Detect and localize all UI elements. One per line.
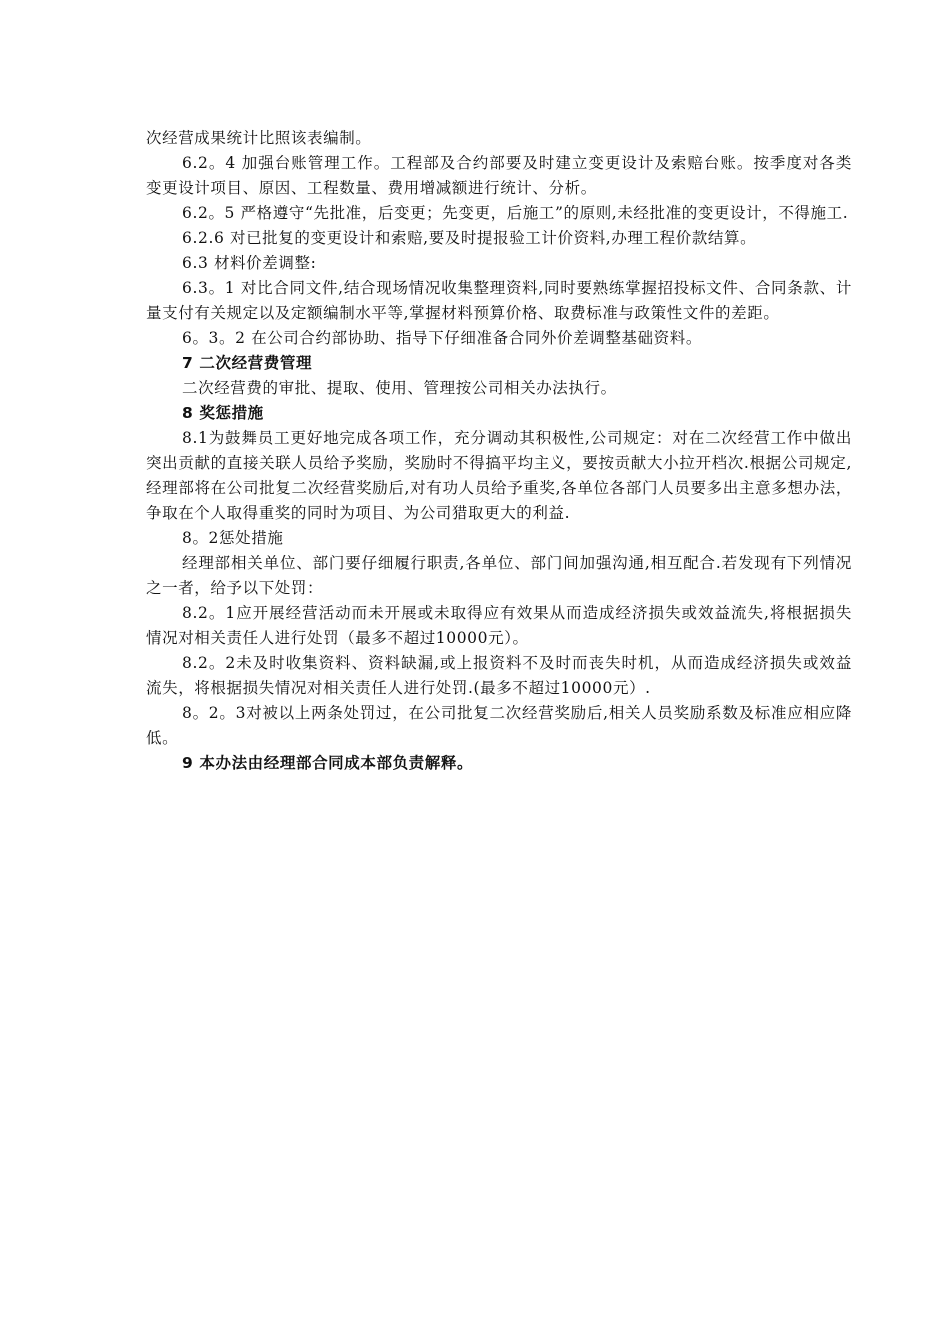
section-heading-7: 7 二次经营费管理 <box>182 354 313 372</box>
paragraph-8-2-3: 8。2。3对被以上两条处罚过，在公司批复二次经营奖励后,相关人员奖励系数及标准应相应降低。 <box>146 704 852 747</box>
paragraph-6-3-1: 6.3。1 对比合同文件,结合现场情况收集整理资料,同时要熟练掌握招投标文件、合同条款、计量支付有关规定以及定额编制水平等,掌握材料预算价格、取费标准与政策性文件的差距。 <box>146 279 852 322</box>
paragraph-continuation: 次经营成果统计比照该表编制。 <box>146 129 372 147</box>
paragraph-8-2-1: 8.2。1应开展经营活动而未开展或未取得应有效果从而造成经济损失或效益流失,将根据损失情况对相关责任人进行处罚（最多不超过10000元）。 <box>146 604 852 647</box>
paragraph-6-3: 6.3 材料价差调整: <box>182 254 317 272</box>
document-body <box>146 126 852 776</box>
section-heading-9: 9 本办法由经理部合同成本部负责解释。 <box>182 754 474 772</box>
paragraph-6-3-2: 6。3。2 在公司合约部协助、指导下仔细准备合同外价差调整基础资料。 <box>182 329 702 347</box>
paragraph-8-2-2: 8.2。2未及时收集资料、资料缺漏,或上报资料不及时而丧失时机，从而造成经济损失或效益流失，将根据损失情况对相关责任人进行处罚.(最多不超过10000元）. <box>146 654 852 697</box>
paragraph-6-2-5: 6.2。5 严格遵守“先批准，后变更；先变更，后施工”的原则,未经批准的变更设计，不得施工. <box>182 204 849 222</box>
paragraph-6-2-6: 6.2.6 对已批复的变更设计和索赔,要及时提报验工计价资料,办理工程价款结算。 <box>182 229 757 247</box>
section-heading-8: 8 奖惩措施 <box>182 404 264 422</box>
paragraph-8-2-intro: 经理部相关单位、部门要仔细履行职责,各单位、部门间加强沟通,相互配合.若发现有下列情况之一者，给予以下处罚： <box>146 554 852 597</box>
paragraph-8-1: 8.1为鼓舞员工更好地完成各项工作，充分调动其积极性,公司规定：对在二次经营工作中做出突出贡献的直接关联人员给予奖励，奖励时不得搞平均主义，要按贡献大小拉开档次.根据公司规定,经理部将在公司批复二次经营奖励后,对有功人员给予重奖,各单位各部门人员要多出主意多想办法，争取在个人取得重奖的同时为项目、为公司猎取更大的利益. <box>146 429 852 522</box>
paragraph-8-2: 8。2惩处措施 <box>182 529 284 547</box>
paragraph-6-2-4: 6.2。4 加强台账管理工作。工程部及合约部要及时建立变更设计及索赔台账。按季度对各类变更设计项目、原因、工程数量、费用增减额进行统计、分析。 <box>146 154 852 197</box>
paragraph-7-body: 二次经营费的审批、提取、使用、管理按公司相关办法执行。 <box>182 379 617 397</box>
